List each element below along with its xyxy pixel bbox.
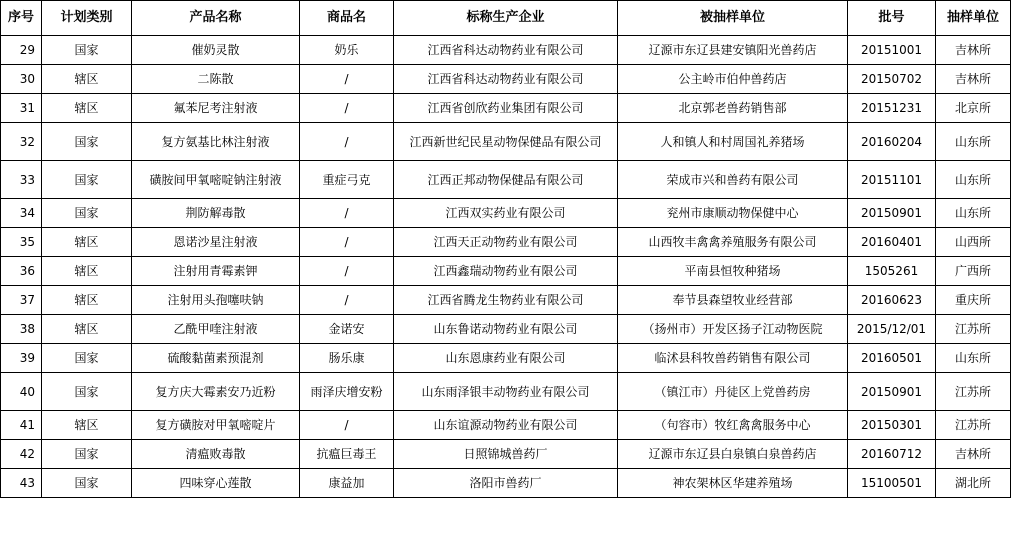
manufacturer-text: 江西省创欣药业集团有限公司 (427, 101, 584, 115)
manufacturer-text: 江西鑫瑞动物药业有限公司 (433, 264, 578, 278)
batch-number (848, 65, 936, 94)
sampled-unit (618, 440, 848, 469)
plan-type (42, 344, 132, 373)
row-number (1, 199, 42, 228)
sampling-unit-text: 江苏所 (954, 418, 991, 432)
product-name-text: 注射用头孢噻呋钠 (167, 293, 264, 307)
batch-number-text: 15100501 (860, 476, 923, 490)
row-number-text: 34 (19, 206, 35, 220)
sampling-unit-text: 山东所 (954, 206, 991, 220)
row-number (1, 36, 42, 65)
row-number (1, 373, 42, 411)
product-name-text: 复方庆大霉素安乃近粉 (155, 384, 276, 399)
brand-name-text: / (344, 293, 349, 307)
header-maker: 标称生产企业 (394, 1, 618, 36)
sampling-unit-text: 湖北所 (954, 476, 991, 490)
batch-number (848, 257, 936, 286)
row-number-text: 39 (19, 351, 35, 365)
row-number-text: 30 (19, 72, 35, 86)
manufacturer-text: 日照锦城兽药厂 (463, 447, 548, 461)
batch-number (848, 123, 936, 161)
product-name-text: 复方氨基比林注射液 (161, 134, 270, 149)
manufacturer (394, 161, 618, 199)
header-unit: 抽样单位 (936, 1, 1011, 36)
product-name (132, 65, 300, 94)
batch-number-text: 20151231 (860, 101, 923, 115)
sampled-unit (618, 344, 848, 373)
batch-number (848, 36, 936, 65)
row-number-text: 32 (19, 134, 35, 149)
product-name (132, 315, 300, 344)
row-number-text: 37 (19, 293, 35, 307)
sampled-unit (618, 94, 848, 123)
sampled-unit (618, 161, 848, 199)
sampled-unit-text: （句容市）牧红禽禽服务中心 (654, 418, 811, 432)
table-row (1, 411, 1011, 440)
plan-type-text: 国家 (74, 447, 99, 461)
row-number-text: 42 (19, 447, 35, 461)
product-name (132, 373, 300, 411)
table-row (1, 315, 1011, 344)
table-row (1, 286, 1011, 315)
manufacturer-text: 山东雨泽银丰动物药业有限公司 (421, 384, 590, 399)
batch-number-text: 20151101 (860, 172, 923, 187)
batch-number (848, 440, 936, 469)
manufacturer (394, 65, 618, 94)
sampling-unit-text: 山东所 (954, 134, 991, 149)
plan-type (42, 228, 132, 257)
plan-type-text: 国家 (74, 351, 99, 365)
plan-type-text: 辖区 (74, 264, 99, 278)
manufacturer (394, 315, 618, 344)
row-number-text: 29 (19, 43, 35, 57)
manufacturer-text: 江西省科达动物药业有限公司 (427, 72, 584, 86)
sampled-unit (618, 257, 848, 286)
sampling-unit-text: 广西所 (954, 264, 991, 278)
manufacturer (394, 469, 618, 498)
row-number (1, 315, 42, 344)
product-name-text: 清瘟败毒散 (185, 447, 246, 461)
brand-name (300, 123, 394, 161)
manufacturer (394, 123, 618, 161)
brand-name-text: / (344, 418, 349, 432)
manufacturer-text: 山东恩康药业有限公司 (445, 351, 566, 365)
plan-type (42, 123, 132, 161)
table-row (1, 94, 1011, 123)
sampling-unit (936, 257, 1011, 286)
manufacturer-text: 江西省科达动物药业有限公司 (427, 43, 584, 57)
manufacturer-text: 洛阳市兽药厂 (469, 476, 542, 490)
sampling-unit (936, 315, 1011, 344)
brand-name (300, 411, 394, 440)
header-sampled: 被抽样单位 (618, 1, 848, 36)
brand-name-text: 康益加 (328, 476, 365, 490)
brand-name-text: / (344, 134, 349, 149)
plan-type-text: 国家 (74, 43, 99, 57)
plan-type-text: 辖区 (74, 322, 99, 336)
table-row (1, 440, 1011, 469)
brand-name (300, 65, 394, 94)
header-product: 产品名称 (132, 1, 300, 36)
manufacturer (394, 199, 618, 228)
batch-number (848, 344, 936, 373)
sampling-unit (936, 199, 1011, 228)
brand-name-text: / (344, 101, 349, 115)
sampling-unit (936, 440, 1011, 469)
brand-name-text: 肠乐康 (328, 351, 365, 365)
sampled-unit (618, 315, 848, 344)
plan-type (42, 36, 132, 65)
plan-type-text: 辖区 (74, 418, 99, 432)
row-number-text: 36 (19, 264, 35, 278)
row-number-text: 31 (19, 101, 35, 115)
brand-name (300, 161, 394, 199)
brand-name-text: / (344, 235, 349, 249)
row-number (1, 411, 42, 440)
sampling-unit (936, 373, 1011, 411)
sampled-unit-text: 临沭县科牧兽药销售有限公司 (654, 351, 811, 365)
row-number-text: 41 (19, 418, 35, 432)
sampling-unit-text: 重庆所 (954, 293, 991, 307)
sampled-unit-text: （扬州市）开发区扬子江动物医院 (642, 322, 823, 336)
product-name (132, 228, 300, 257)
manufacturer (394, 36, 618, 65)
header-brand: 商品名 (300, 1, 394, 36)
manufacturer-text: 江西天正动物药业有限公司 (433, 235, 578, 249)
product-name-text: 氟苯尼考注射液 (173, 101, 258, 115)
brand-name (300, 469, 394, 498)
table-row (1, 228, 1011, 257)
product-name-text: 乙酰甲喹注射液 (173, 322, 258, 336)
plan-type (42, 315, 132, 344)
brand-name (300, 94, 394, 123)
sampling-unit (936, 65, 1011, 94)
manufacturer (394, 228, 618, 257)
manufacturer-text: 江西正邦动物保健品有限公司 (427, 172, 584, 187)
batch-number-text: 20160712 (860, 447, 923, 461)
sampled-unit (618, 36, 848, 65)
brand-name (300, 228, 394, 257)
brand-name (300, 344, 394, 373)
sampling-unit (936, 411, 1011, 440)
sampled-unit-text: 山西牧丰禽禽养殖服务有限公司 (648, 235, 817, 249)
product-name (132, 123, 300, 161)
batch-number-text: 1505261 (864, 264, 919, 278)
brand-name-text: / (344, 206, 349, 220)
batch-number-text: 20150901 (860, 384, 923, 399)
row-number (1, 286, 42, 315)
sampled-unit-text: 荣成市兴和兽药有限公司 (666, 172, 799, 187)
sampling-unit (936, 344, 1011, 373)
batch-number (848, 469, 936, 498)
brand-name-text: 奶乐 (334, 43, 359, 57)
manufacturer (394, 94, 618, 123)
header-batch: 批号 (848, 1, 936, 36)
plan-type-text: 国家 (74, 206, 99, 220)
product-name (132, 36, 300, 65)
product-name-text: 二陈散 (197, 72, 234, 86)
sampled-unit (618, 373, 848, 411)
table-row (1, 199, 1011, 228)
row-number-text: 43 (19, 476, 35, 490)
row-number-text: 40 (19, 384, 35, 399)
sampling-unit (936, 228, 1011, 257)
batch-number (848, 228, 936, 257)
brand-name-text: 雨泽庆增安粉 (310, 384, 383, 399)
plan-type-text: 辖区 (74, 72, 99, 86)
batch-number (848, 94, 936, 123)
manufacturer-text: 山东鲁诺动物药业有限公司 (433, 322, 578, 336)
batch-number (848, 199, 936, 228)
sampling-unit-text: 江苏所 (954, 322, 991, 336)
batch-number-text: 20151001 (860, 43, 923, 57)
product-name (132, 257, 300, 286)
sampled-unit-text: 北京郭老兽药销售部 (678, 101, 787, 115)
header-plan: 计划类别 (42, 1, 132, 36)
batch-number (848, 161, 936, 199)
sampling-unit-text: 江苏所 (954, 384, 991, 399)
batch-number-text: 20160401 (860, 235, 923, 249)
row-number (1, 257, 42, 286)
sampling-unit-text: 山西所 (954, 235, 991, 249)
brand-name (300, 36, 394, 65)
table-row (1, 65, 1011, 94)
brand-name (300, 199, 394, 228)
manufacturer (394, 411, 618, 440)
row-number (1, 65, 42, 94)
brand-name (300, 286, 394, 315)
sampled-unit (618, 65, 848, 94)
batch-number (848, 315, 936, 344)
batch-number-text: 20150702 (860, 72, 923, 86)
batch-number (848, 286, 936, 315)
sampled-unit (618, 411, 848, 440)
sampling-unit-text: 吉林所 (954, 447, 991, 461)
batch-number-text: 20160623 (860, 293, 923, 307)
plan-type (42, 161, 132, 199)
sampled-unit (618, 228, 848, 257)
sampling-unit (936, 161, 1011, 199)
sampled-unit-text: 人和镇人和村周国礼养猪场 (660, 134, 805, 149)
row-number-text: 35 (19, 235, 35, 249)
table-body (1, 36, 1011, 498)
table-row (1, 373, 1011, 411)
header-no: 序号 (1, 1, 42, 36)
product-name-text: 磺胺间甲氧嘧啶钠注射液 (149, 172, 282, 187)
manufacturer (394, 440, 618, 469)
plan-type-text: 辖区 (74, 235, 99, 249)
plan-type (42, 257, 132, 286)
product-name (132, 161, 300, 199)
sampled-unit-text: 奉节县森望牧业经营部 (672, 293, 793, 307)
sampled-unit (618, 286, 848, 315)
batch-number-text: 2015/12/01 (856, 322, 927, 336)
product-name-text: 催奶灵散 (191, 43, 240, 57)
sampling-unit (936, 286, 1011, 315)
manufacturer (394, 257, 618, 286)
product-name (132, 411, 300, 440)
sampled-unit-text: （镇江市）丹徒区上党兽药房 (654, 384, 811, 399)
product-name-text: 四味穿心莲散 (179, 476, 252, 490)
plan-type (42, 411, 132, 440)
plan-type (42, 199, 132, 228)
row-number (1, 123, 42, 161)
batch-number-text: 20160501 (860, 351, 923, 365)
manufacturer-text: 江西省腾龙生物药业有限公司 (427, 293, 584, 307)
plan-type (42, 373, 132, 411)
manufacturer (394, 286, 618, 315)
product-name-text: 复方磺胺对甲氧嘧啶片 (155, 418, 276, 432)
table-row (1, 36, 1011, 65)
brand-name (300, 257, 394, 286)
product-name (132, 286, 300, 315)
manufacturer (394, 373, 618, 411)
product-name-text: 注射用青霉素钾 (173, 264, 258, 278)
batch-number-text: 20160204 (860, 134, 923, 149)
batch-number (848, 373, 936, 411)
sampled-unit-text: 公主岭市伯仲兽药店 (678, 72, 787, 86)
table-row (1, 161, 1011, 199)
sampling-unit-text: 山东所 (954, 172, 991, 187)
sampling-unit (936, 36, 1011, 65)
product-name-text: 荆防解毒散 (185, 206, 246, 220)
sampled-unit-text: 兖州市康顺动物保健中心 (666, 206, 799, 220)
manufacturer (394, 344, 618, 373)
row-number (1, 94, 42, 123)
batch-number-text: 20150301 (860, 418, 923, 432)
plan-type-text: 国家 (74, 384, 99, 399)
brand-name-text: / (344, 72, 349, 86)
product-name (132, 94, 300, 123)
header-row (1, 1, 1011, 36)
product-name (132, 440, 300, 469)
plan-type (42, 94, 132, 123)
sampled-unit-text: 平南县恒牧种猪场 (684, 264, 781, 278)
brand-name (300, 373, 394, 411)
brand-name (300, 440, 394, 469)
plan-type (42, 65, 132, 94)
table-row (1, 469, 1011, 498)
plan-type (42, 286, 132, 315)
sampled-unit (618, 123, 848, 161)
table-row (1, 257, 1011, 286)
brand-name (300, 315, 394, 344)
row-number (1, 440, 42, 469)
brand-name-text: 金诺安 (328, 322, 365, 336)
row-number (1, 469, 42, 498)
brand-name-text: 抗瘟巨毒王 (316, 447, 377, 461)
sampled-unit (618, 199, 848, 228)
table-row (1, 123, 1011, 161)
manufacturer-text: 江西新世纪民星动物保健品有限公司 (409, 134, 602, 149)
manufacturer-text: 山东谊源动物药业有限公司 (433, 418, 578, 432)
product-name-text: 恩诺沙星注射液 (173, 235, 258, 249)
brand-name-text: / (344, 264, 349, 278)
plan-type-text: 辖区 (74, 101, 99, 115)
brand-name-text: 重症弓克 (322, 172, 371, 187)
sampling-unit-text: 北京所 (954, 101, 991, 115)
product-name (132, 469, 300, 498)
row-number (1, 344, 42, 373)
sampling-unit (936, 123, 1011, 161)
manufacturer-text: 江西双实药业有限公司 (445, 206, 566, 220)
sampling-unit-text: 吉林所 (954, 43, 991, 57)
sampled-unit (618, 469, 848, 498)
plan-type-text: 国家 (74, 134, 99, 149)
batch-number-text: 20150901 (860, 206, 923, 220)
row-number-text: 33 (19, 172, 35, 187)
plan-type (42, 469, 132, 498)
row-number (1, 228, 42, 257)
plan-type-text: 国家 (74, 476, 99, 490)
product-name-text: 硫酸黏菌素预混剂 (167, 351, 264, 365)
product-name (132, 344, 300, 373)
sampling-unit (936, 469, 1011, 498)
row-number-text: 38 (19, 322, 35, 336)
product-name (132, 199, 300, 228)
sampling-unit-text: 山东所 (954, 351, 991, 365)
plan-type (42, 440, 132, 469)
sampling-unit (936, 94, 1011, 123)
table-row (1, 344, 1011, 373)
batch-number (848, 411, 936, 440)
sampled-unit-text: 辽源市东辽县建安镇阳光兽药店 (648, 43, 817, 57)
sampling-unit-text: 吉林所 (954, 72, 991, 86)
sampled-unit-text: 神农架林区华建养殖场 (672, 476, 793, 490)
plan-type-text: 国家 (74, 172, 99, 187)
plan-type-text: 辖区 (74, 293, 99, 307)
sampled-unit-text: 辽源市东辽县白泉镇白泉兽药店 (648, 447, 817, 461)
row-number (1, 161, 42, 199)
